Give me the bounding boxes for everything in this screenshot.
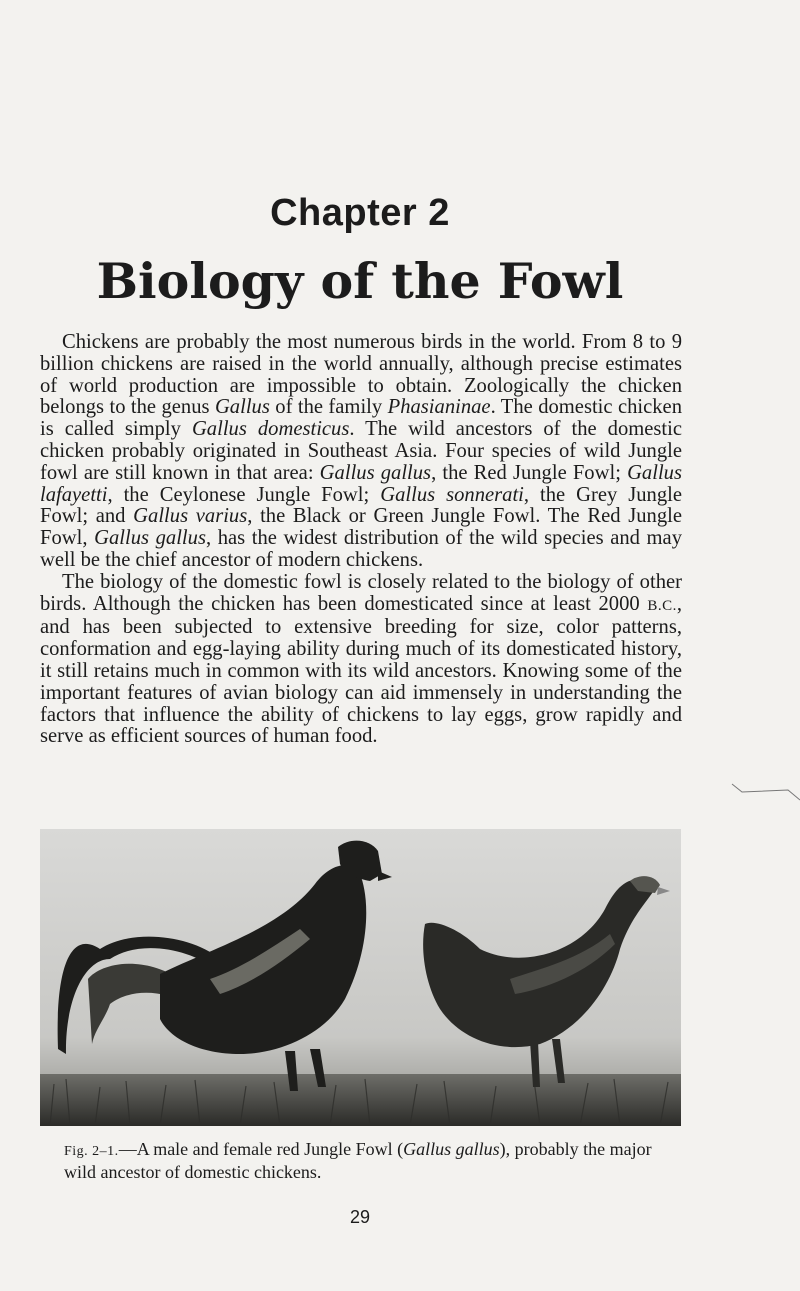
page-number: 29 [349,1207,371,1227]
era-abbrev: B.C. [647,597,677,614]
species-name: Gallus domesticus [191,418,350,441]
chapter-title: Biology of the Fowl [96,252,624,310]
species-name: Gallus sonnerati [380,483,524,506]
caption-text-end: ), probably the major wild ancestor of domestic chickens. [64,1139,652,1182]
species-name: Gallus lafayetti [40,461,682,506]
caption-text: —A male and female red Jungle Fowl ( [118,1139,404,1159]
species-name: Gallus [214,396,270,419]
text-run: . The wild ancestors of the domestic chicken probably originated in Southeast Asia. Four species of wild Jungle fowl are still known in that area: [40,418,682,484]
caption-species: Gallus gallus [403,1139,500,1159]
text-run: Chickens are probably the most numerous birds in the world. From 8 to 9 billion chickens are raised in the world annually, although precise estimates of world production are impossible to obtain. Zoologically the chicken belongs to the genus [40,331,682,419]
margin-pencil-mark [730,770,800,810]
jungle-fowl-photo [40,829,681,1126]
paragraph [40,572,682,748]
text-run: of the family [269,396,388,419]
text-run: , the Grey Jungle Fowl; and [40,483,683,528]
text-run: , the Red Jungle Fowl; [431,461,628,484]
text-run: , has the widest distribution of the wild species and may well be the chief ancestor of modern chickens. [40,527,682,571]
species-name: Gallus gallus [319,461,432,484]
species-name: Phasianinae [387,396,491,419]
species-name: Gallus gallus [94,527,206,550]
species-name: Gallus varius [133,505,248,528]
text-run: The biology of the domestic fowl is closely related to the biology of other birds. Although the chicken has been domesticated since at least 2000 [40,570,682,615]
text-run: , the Ceylonese Jungle Fowl; [107,483,381,506]
chapter-label: Chapter 2 [270,192,450,234]
text-run: , and has been subjected to extensive breeding for size, color patterns, conformation and egg-laying ability during much of its domesticated history, it still retains much in common with its wild ancestors. Knowing some of the important features of avian biology can aid immensely in understanding the factors that influence the ability of chickens to lay eggs, grow rapidly and serve as efficient sources of human food. [40,592,682,748]
figure-caption [64,1139,664,1183]
figure-label: Fig. 2–1. [64,1144,119,1159]
paragraph [40,332,682,572]
text-run: , the Black or Green Jungle Fowl. The Red Jungle Fowl, [40,505,682,550]
text-run: . The domestic chicken is called simply [40,396,682,441]
body-text [40,332,682,748]
